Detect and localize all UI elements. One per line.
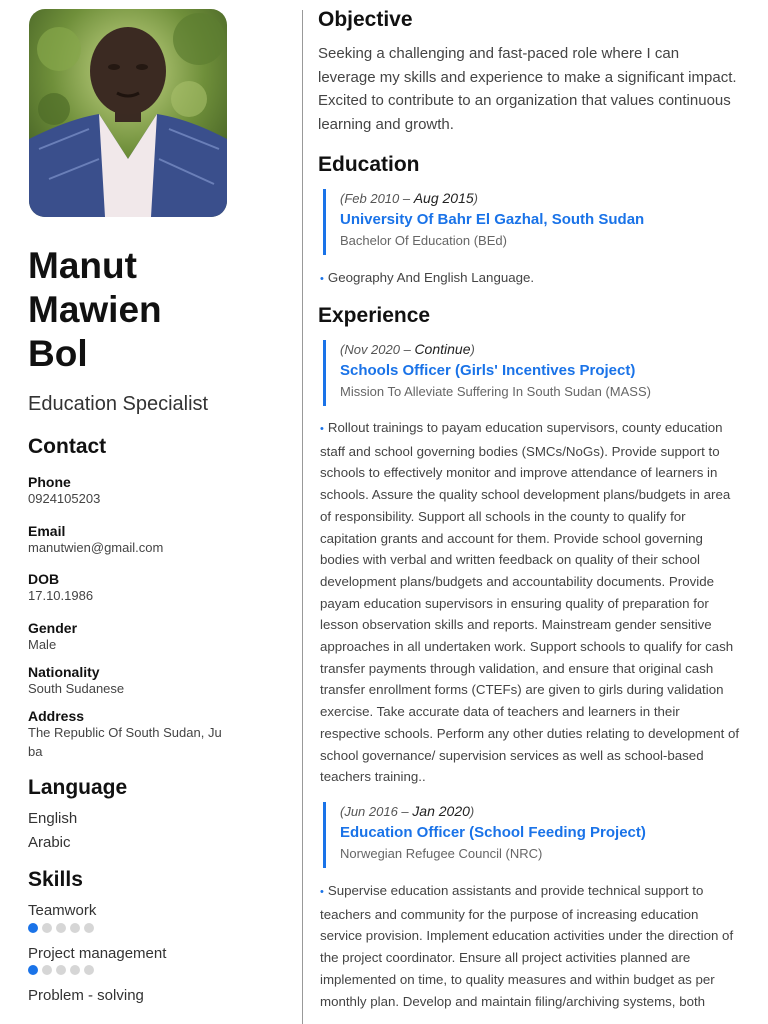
rating-dot-empty (42, 965, 52, 975)
experience-bullet (320, 417, 740, 788)
gender-label: Gender (28, 620, 78, 636)
entry-date (340, 802, 646, 821)
dob-label: DOB (28, 571, 60, 587)
date-close: ) (473, 191, 479, 206)
profile-photo (29, 9, 227, 217)
column-divider (302, 10, 303, 1024)
name-line-1: Manut (28, 245, 137, 286)
entry-subtitle: Bachelor Of Education (BEd) (340, 233, 507, 248)
entry-subtitle: Norwegian Refugee Council (NRC) (340, 846, 543, 861)
bullet-text: Geography And English Language. (327, 270, 535, 285)
job-title: Education Specialist (28, 393, 209, 415)
entry-date (340, 340, 651, 359)
rating-dot-empty (56, 965, 66, 975)
skill-rating (28, 965, 94, 975)
skill-rating (28, 923, 94, 933)
education-entry (323, 189, 644, 255)
experience-heading: Experience (318, 304, 431, 327)
rating-dot-filled (28, 965, 38, 975)
bullet-icon: • (320, 423, 324, 435)
skill-name: Problem - solving (28, 987, 144, 1004)
entry-organization: University Of Bahr El Gazhal, South Sudan (340, 211, 645, 228)
contact-heading: Contact (28, 435, 107, 458)
name-line-3: Bol (28, 333, 88, 374)
date-start: (Feb 2010 – (340, 191, 414, 206)
address-value: The Republic Of South Sudan, Ju ba (28, 725, 222, 759)
date-end: Continue (414, 341, 471, 357)
phone-value: 0924105203 (28, 491, 101, 506)
experience-entry (323, 340, 651, 406)
gender-value: Male (28, 637, 57, 652)
language-item: Arabic (28, 834, 71, 851)
email-value: manutwien@gmail.com (28, 540, 164, 555)
skill-name: Teamwork (28, 902, 97, 919)
experience-entry (323, 802, 646, 868)
address-label: Address (28, 708, 85, 724)
email-label: Email (28, 523, 66, 539)
language-heading: Language (28, 776, 128, 799)
entry-organization: Education Officer (School Feeding Project) (340, 824, 646, 841)
education-bullet (320, 267, 740, 291)
phone-label: Phone (28, 474, 71, 490)
entry-organization: Schools Officer (Girls' Incentives Project) (340, 362, 636, 379)
date-close: ) (469, 804, 475, 819)
skill-name: Project management (28, 945, 167, 962)
education-heading: Education (318, 153, 420, 176)
rating-dot-empty (70, 923, 80, 933)
rating-dot-empty (42, 923, 52, 933)
date-start: (Jun 2016 – (340, 804, 413, 819)
date-close: ) (470, 342, 475, 357)
dob-value: 17.10.1986 (28, 588, 94, 603)
language-item: English (28, 810, 78, 827)
rating-dot-empty (84, 965, 94, 975)
objective-text: Seeking a challenging and fast-paced role where I can leverage my skills and experience to make a significant impact. Excited to contribute to an organization that values continuous learning and growth. (318, 45, 737, 133)
name-line-2: Mawien (28, 289, 162, 330)
entry-subtitle: Mission To Alleviate Suffering In South Sudan (MASS) (340, 384, 651, 399)
bullet-icon: • (320, 273, 324, 285)
rating-dot-empty (70, 965, 80, 975)
rating-dot-filled (28, 923, 38, 933)
profile-photo-image (29, 9, 227, 217)
nationality-label: Nationality (28, 664, 100, 680)
candidate-name (28, 244, 288, 376)
date-end: Aug 2015 (413, 190, 474, 206)
rating-dot-empty (84, 923, 94, 933)
rating-dot-empty (56, 923, 66, 933)
bullet-text: Supervise education assistants and provide technical support to teachers and community for the purpose of increasing education service provision. Implement education activities under the direction of the project coordinator. Ensure all project activities planned are implemented on time, to quality measures and within budget as per monthly plan. Develop and maintain filing/archiving systems, both (320, 883, 734, 1009)
experience-bullet (320, 880, 740, 1020)
objective-heading: Objective (318, 8, 413, 31)
skills-heading: Skills (28, 868, 83, 891)
date-start: (Nov 2020 – (340, 342, 415, 357)
nationality-value: South Sudanese (28, 681, 125, 696)
entry-date (340, 189, 644, 208)
date-end: Jan 2020 (412, 803, 470, 819)
bullet-text: Rollout trainings to payam education supervisors, county education staff and school governing bodies (SMCs/NoGs). Provide support to schools to effectively monitor and improve attendance of learners in schools. Assure the quality school development plans/budgets in area of responsibility. Support all schools in the county to qualify for capitation grants and account for them. Provide school governing bodies with verbal and written feedback on quality of their school development plans/budgets and accountability documents. Provide payam education supervisors in ensuring quality of preparation for lesson observation skills and reports. Mainstream gender sensitive approaches in all undertaken work. Support schools to qualify for cash transfer payments through validation, and ensure that original cash transfer enrollment forms (CTEFs) are given to girls during validation exercise. Take accurate data of teachers and learners in their respective schools. Perform any other duties relating to development of school governance/ supervision services as well as school-based teachers training.. (320, 420, 740, 785)
bullet-icon: • (320, 886, 324, 898)
